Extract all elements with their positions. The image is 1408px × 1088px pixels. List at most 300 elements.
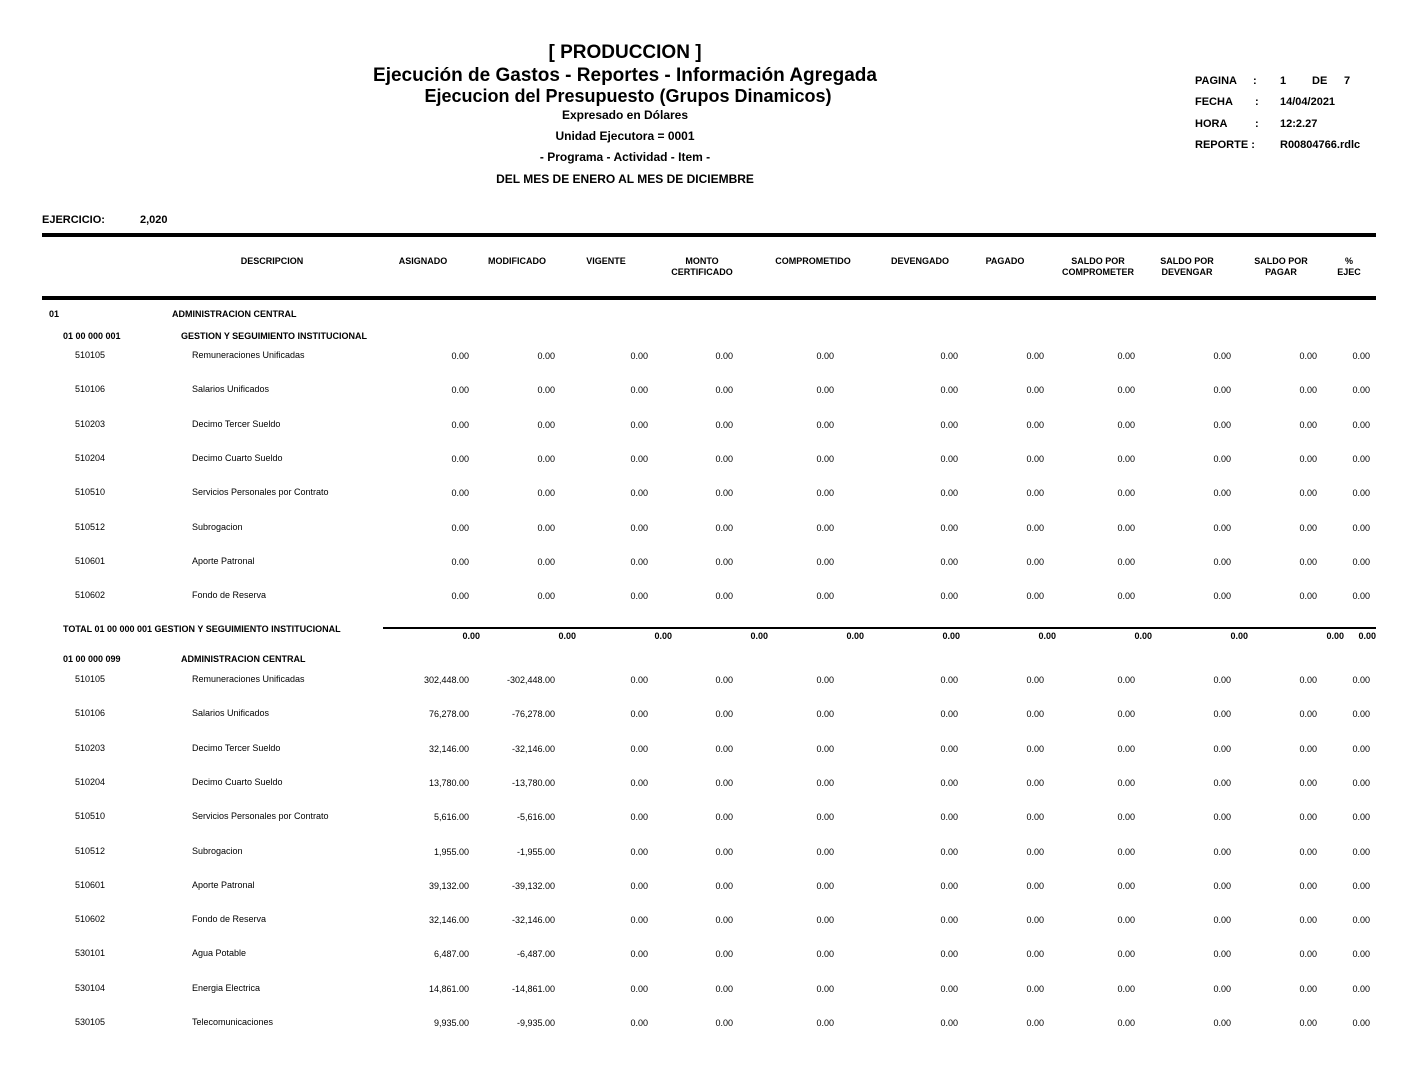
cell-saldo-por-devengar: 0.00 — [1213, 591, 1231, 602]
cell-comprometido: 0.00 — [816, 846, 834, 857]
item-code: 530101 — [75, 948, 106, 959]
cell-devengado: 0.00 — [940, 453, 958, 464]
cell-pagado: 0.00 — [1026, 351, 1044, 361]
cell-modificado: -5,616.00 — [516, 812, 555, 823]
cell-saldo-por-comprometer: 0.00 — [1117, 385, 1135, 396]
col-devengado: DEVENGADO — [890, 256, 950, 266]
reporte-label: REPORTE : — [1195, 139, 1255, 151]
item-code: 510203 — [75, 418, 106, 429]
cell-vigente: 0.00 — [630, 351, 648, 361]
item-description: Aporte Patronal — [192, 555, 255, 566]
cell-monto-certificado: 0.00 — [715, 591, 733, 602]
de-value: 7 — [1344, 75, 1351, 87]
cell-porcentaje-ejec: 0.00 — [1352, 743, 1370, 754]
item-description: Telecomunicaciones — [192, 1017, 274, 1027]
cell-saldo-por-comprometer: 0.00 — [1117, 915, 1135, 926]
header-bottom-rule — [42, 296, 1376, 300]
grouping-label: - Programa - Actividad - Item - — [539, 150, 711, 164]
cell-comprometido: 0.00 — [816, 812, 834, 823]
cell-modificado: -32,146.00 — [511, 743, 555, 754]
pagina-value: 1 — [1280, 75, 1287, 87]
total-pagado: 0.00 — [1038, 631, 1056, 641]
total-vigente: 0.00 — [654, 631, 672, 641]
cell-saldo-por-comprometer: 0.00 — [1117, 709, 1135, 720]
cell-vigente: 0.00 — [630, 880, 648, 891]
cell-comprometido: 0.00 — [816, 488, 834, 499]
col-asignado: ASIGNADO — [398, 256, 448, 266]
cell-pagado: 0.00 — [1026, 591, 1044, 602]
cell-vigente: 0.00 — [630, 522, 648, 533]
cell-comprometido: 0.00 — [816, 591, 834, 602]
cell-monto-certificado: 0.00 — [715, 488, 733, 499]
cell-modificado: -32,146.00 — [511, 915, 555, 926]
item-description: Remuneraciones Unificadas — [192, 350, 305, 360]
cell-saldo-por-devengar: 0.00 — [1213, 351, 1231, 361]
item-code: 510204 — [75, 776, 106, 787]
cell-comprometido: 0.00 — [816, 556, 834, 567]
cell-vigente: 0.00 — [630, 591, 648, 602]
total-modificado: 0.00 — [558, 631, 576, 641]
col-saldo-por-pagar: SALDO POR PAGAR — [1254, 256, 1308, 277]
total-saldo-por-devengar: 0.00 — [1230, 631, 1248, 641]
cell-vigente: 0.00 — [630, 419, 648, 430]
cell-vigente: 0.00 — [630, 675, 648, 685]
cell-modificado: 0.00 — [537, 522, 555, 533]
item-description: Subrogacion — [192, 845, 243, 856]
cell-saldo-por-comprometer: 0.00 — [1117, 419, 1135, 430]
cell-asignado: 39,132.00 — [428, 880, 469, 891]
cell-saldo-por-devengar: 0.00 — [1213, 709, 1231, 720]
col-porcentaje-ejec: % EJEC — [1337, 256, 1361, 277]
cell-comprometido: 0.00 — [816, 351, 834, 361]
cell-porcentaje-ejec: 0.00 — [1352, 915, 1370, 926]
item-description: Decimo Cuarto Sueldo — [192, 452, 283, 463]
currency-note: Expresado en Dólares — [561, 108, 689, 122]
item-code: 510602 — [75, 914, 106, 925]
unidad-ejecutora: Unidad Ejecutora = 0001 — [555, 129, 695, 143]
cell-porcentaje-ejec: 0.00 — [1352, 351, 1370, 361]
cell-porcentaje-ejec: 0.00 — [1352, 846, 1370, 857]
cell-saldo-por-devengar: 0.00 — [1213, 385, 1231, 396]
cell-devengado: 0.00 — [940, 488, 958, 499]
cell-pagado: 0.00 — [1026, 556, 1044, 567]
cell-comprometido: 0.00 — [816, 419, 834, 430]
item-description: Decimo Tercer Sueldo — [192, 418, 281, 429]
cell-saldo-por-devengar: 0.00 — [1213, 453, 1231, 464]
cell-monto-certificado: 0.00 — [715, 419, 733, 430]
total-devengado: 0.00 — [942, 631, 960, 641]
cell-asignado: 0.00 — [451, 556, 469, 567]
cell-porcentaje-ejec: 0.00 — [1352, 522, 1370, 533]
cell-saldo-por-pagar: 0.00 — [1299, 385, 1317, 396]
hora-value: 12:2.27 — [1280, 118, 1318, 130]
cell-saldo-por-devengar: 0.00 — [1213, 812, 1231, 823]
cell-saldo-por-devengar: 0.00 — [1213, 949, 1231, 960]
col-monto-certificado: MONTO CERTIFICADO — [671, 256, 733, 277]
cell-saldo-por-comprometer: 0.00 — [1117, 812, 1135, 823]
cell-vigente: 0.00 — [630, 1018, 648, 1028]
cell-modificado: -6,487.00 — [516, 949, 555, 960]
cell-asignado: 0.00 — [451, 488, 469, 499]
cell-pagado: 0.00 — [1026, 522, 1044, 533]
cell-saldo-por-comprometer: 0.00 — [1117, 777, 1135, 788]
item-description: Servicios Personales por Contrato — [192, 811, 329, 822]
item-description: Decimo Cuarto Sueldo — [192, 776, 283, 787]
cell-comprometido: 0.00 — [816, 983, 834, 994]
item-description: Remuneraciones Unificadas — [192, 674, 305, 684]
cell-modificado: 0.00 — [537, 385, 555, 396]
cell-monto-certificado: 0.00 — [715, 812, 733, 823]
cell-pagado: 0.00 — [1026, 385, 1044, 396]
cell-asignado: 14,861.00 — [428, 983, 469, 994]
colon: : — [1255, 118, 1259, 130]
cell-porcentaje-ejec: 0.00 — [1352, 591, 1370, 602]
cell-monto-certificado: 0.00 — [715, 522, 733, 533]
cell-devengado: 0.00 — [940, 949, 958, 960]
cell-saldo-por-comprometer: 0.00 — [1117, 1018, 1135, 1028]
col-saldo-por-comprometer: SALDO POR COMPROMETER — [1062, 256, 1134, 277]
cell-porcentaje-ejec: 0.00 — [1352, 556, 1370, 567]
cell-vigente: 0.00 — [630, 949, 648, 960]
col-saldo-por-devengar: SALDO POR DEVENGAR — [1160, 256, 1214, 277]
cell-devengado: 0.00 — [940, 709, 958, 720]
cell-modificado: -76,278.00 — [511, 709, 555, 720]
cell-saldo-por-pagar: 0.00 — [1299, 591, 1317, 602]
hora-label: HORA — [1195, 118, 1228, 130]
cell-saldo-por-comprometer: 0.00 — [1117, 556, 1135, 567]
cell-comprometido: 0.00 — [816, 709, 834, 720]
cell-pagado: 0.00 — [1026, 812, 1044, 823]
cell-saldo-por-devengar: 0.00 — [1213, 915, 1231, 926]
cell-pagado: 0.00 — [1026, 709, 1044, 720]
cell-comprometido: 0.00 — [816, 675, 834, 685]
cell-vigente: 0.00 — [630, 915, 648, 926]
report-title: Ejecución de Gastos - Reportes - Información Agregada — [373, 65, 877, 86]
item-code: 510106 — [75, 384, 106, 395]
colon: : — [1253, 75, 1257, 87]
item-code: 510106 — [75, 708, 106, 719]
cell-devengado: 0.00 — [940, 556, 958, 567]
group-name: GESTION Y SEGUIMIENTO INSTITUCIONAL — [181, 331, 368, 341]
cell-saldo-por-comprometer: 0.00 — [1117, 880, 1135, 891]
program-name: ADMINISTRACION CENTRAL — [172, 309, 297, 319]
item-description: Aporte Patronal — [192, 879, 255, 890]
cell-porcentaje-ejec: 0.00 — [1352, 983, 1370, 994]
cell-comprometido: 0.00 — [816, 915, 834, 926]
cell-saldo-por-pagar: 0.00 — [1299, 777, 1317, 788]
cell-devengado: 0.00 — [940, 675, 958, 685]
cell-modificado: 0.00 — [537, 556, 555, 567]
cell-devengado: 0.00 — [940, 419, 958, 430]
environment-label: [ PRODUCCION ] — [548, 42, 702, 63]
cell-porcentaje-ejec: 0.00 — [1352, 949, 1370, 960]
item-description: Servicios Personales por Contrato — [192, 487, 329, 498]
cell-saldo-por-comprometer: 0.00 — [1117, 675, 1135, 685]
cell-porcentaje-ejec: 0.00 — [1352, 419, 1370, 430]
item-code: 510601 — [75, 879, 106, 890]
group-code: 01 00 000 099 — [63, 654, 121, 664]
item-code: 510105 — [75, 350, 106, 360]
cell-saldo-por-pagar: 0.00 — [1299, 743, 1317, 754]
cell-porcentaje-ejec: 0.00 — [1352, 777, 1370, 788]
cell-monto-certificado: 0.00 — [715, 709, 733, 720]
total-rule — [383, 627, 1376, 629]
cell-modificado: -39,132.00 — [511, 880, 555, 891]
item-description: Salarios Unificados — [192, 384, 270, 395]
cell-asignado: 6,487.00 — [433, 949, 469, 960]
item-code: 530104 — [75, 982, 106, 993]
cell-pagado: 0.00 — [1026, 743, 1044, 754]
cell-devengado: 0.00 — [940, 385, 958, 396]
cell-devengado: 0.00 — [940, 846, 958, 857]
cell-comprometido: 0.00 — [816, 949, 834, 960]
ejercicio-label: EJERCICIO: — [42, 214, 105, 226]
cell-asignado: 76,278.00 — [428, 709, 469, 720]
cell-modificado: -14,861.00 — [511, 983, 555, 994]
cell-devengado: 0.00 — [940, 983, 958, 994]
cell-devengado: 0.00 — [940, 591, 958, 602]
item-description: Salarios Unificados — [192, 708, 270, 719]
cell-saldo-por-comprometer: 0.00 — [1117, 983, 1135, 994]
cell-monto-certificado: 0.00 — [715, 1018, 733, 1028]
item-code: 530105 — [75, 1017, 106, 1027]
item-description: Subrogacion — [192, 521, 243, 532]
item-code: 510510 — [75, 487, 106, 498]
cell-monto-certificado: 0.00 — [715, 675, 733, 685]
item-description: Fondo de Reserva — [192, 914, 267, 925]
cell-saldo-por-comprometer: 0.00 — [1117, 846, 1135, 857]
cell-asignado: 0.00 — [451, 453, 469, 464]
cell-monto-certificado: 0.00 — [715, 949, 733, 960]
cell-asignado: 5,616.00 — [433, 812, 469, 823]
cell-saldo-por-pagar: 0.00 — [1299, 1018, 1317, 1028]
cell-devengado: 0.00 — [940, 351, 958, 361]
cell-saldo-por-pagar: 0.00 — [1299, 522, 1317, 533]
cell-modificado: -1,955.00 — [516, 846, 555, 857]
cell-saldo-por-pagar: 0.00 — [1299, 675, 1317, 685]
cell-monto-certificado: 0.00 — [715, 385, 733, 396]
group-code: 01 00 000 001 — [63, 331, 121, 341]
cell-vigente: 0.00 — [630, 453, 648, 464]
total-comprometido: 0.00 — [846, 631, 864, 641]
cell-saldo-por-comprometer: 0.00 — [1117, 488, 1135, 499]
cell-saldo-por-devengar: 0.00 — [1213, 488, 1231, 499]
cell-comprometido: 0.00 — [816, 743, 834, 754]
cell-saldo-por-devengar: 0.00 — [1213, 522, 1231, 533]
item-code: 510510 — [75, 811, 106, 822]
de-label: DE — [1312, 75, 1328, 87]
cell-devengado: 0.00 — [940, 743, 958, 754]
cell-modificado: 0.00 — [537, 351, 555, 361]
col-pagado: PAGADO — [985, 256, 1025, 266]
col-comprometido: COMPROMETIDO — [775, 256, 851, 266]
cell-vigente: 0.00 — [630, 812, 648, 823]
item-description: Decimo Tercer Sueldo — [192, 742, 281, 753]
cell-saldo-por-pagar: 0.00 — [1299, 488, 1317, 499]
total-saldo-por-pagar: 0.00 — [1326, 631, 1344, 641]
cell-devengado: 0.00 — [940, 915, 958, 926]
item-code: 510203 — [75, 742, 106, 753]
cell-devengado: 0.00 — [940, 777, 958, 788]
cell-saldo-por-pagar: 0.00 — [1299, 419, 1317, 430]
item-description: Energia Electrica — [192, 982, 261, 993]
cell-devengado: 0.00 — [940, 1018, 958, 1028]
fecha-value: 14/04/2021 — [1280, 96, 1336, 108]
cell-asignado: 0.00 — [451, 385, 469, 396]
cell-pagado: 0.00 — [1026, 983, 1044, 994]
total-asignado: 0.00 — [462, 631, 480, 641]
cell-asignado: 0.00 — [451, 419, 469, 430]
cell-saldo-por-pagar: 0.00 — [1299, 556, 1317, 567]
cell-pagado: 0.00 — [1026, 949, 1044, 960]
cell-modificado: 0.00 — [537, 488, 555, 499]
cell-saldo-por-comprometer: 0.00 — [1117, 453, 1135, 464]
cell-modificado: 0.00 — [537, 419, 555, 430]
cell-vigente: 0.00 — [630, 385, 648, 396]
cell-modificado: -302,448.00 — [506, 675, 555, 685]
cell-saldo-por-pagar: 0.00 — [1299, 949, 1317, 960]
total-monto-certificado: 0.00 — [750, 631, 768, 641]
cell-pagado: 0.00 — [1026, 880, 1044, 891]
col-modificado: MODIFICADO — [488, 256, 546, 266]
ejercicio-value: 2,020 — [140, 214, 168, 226]
cell-asignado: 0.00 — [451, 591, 469, 602]
total-saldo-por-comprometer: 0.00 — [1134, 631, 1152, 641]
cell-saldo-por-pagar: 0.00 — [1299, 915, 1317, 926]
cell-vigente: 0.00 — [630, 983, 648, 994]
pagina-label: PAGINA — [1195, 75, 1237, 87]
cell-asignado: 32,146.00 — [428, 915, 469, 926]
cell-asignado: 13,780.00 — [428, 777, 469, 788]
cell-pagado: 0.00 — [1026, 777, 1044, 788]
program-code: 01 — [49, 309, 60, 319]
cell-modificado: -13,780.00 — [511, 777, 555, 788]
cell-saldo-por-comprometer: 0.00 — [1117, 522, 1135, 533]
cell-porcentaje-ejec: 0.00 — [1352, 812, 1370, 823]
cell-modificado: 0.00 — [537, 453, 555, 464]
cell-saldo-por-pagar: 0.00 — [1299, 983, 1317, 994]
cell-porcentaje-ejec: 0.00 — [1352, 709, 1370, 720]
cell-pagado: 0.00 — [1026, 675, 1044, 685]
cell-porcentaje-ejec: 0.00 — [1352, 385, 1370, 396]
cell-monto-certificado: 0.00 — [715, 983, 733, 994]
cell-vigente: 0.00 — [630, 743, 648, 754]
cell-porcentaje-ejec: 0.00 — [1352, 1018, 1370, 1028]
cell-vigente: 0.00 — [630, 846, 648, 857]
cell-modificado: 0.00 — [537, 591, 555, 602]
cell-saldo-por-pagar: 0.00 — [1299, 812, 1317, 823]
cell-saldo-por-devengar: 0.00 — [1213, 743, 1231, 754]
cell-saldo-por-pagar: 0.00 — [1299, 846, 1317, 857]
cell-asignado: 32,146.00 — [428, 743, 469, 754]
cell-saldo-por-comprometer: 0.00 — [1117, 949, 1135, 960]
cell-devengado: 0.00 — [940, 880, 958, 891]
cell-vigente: 0.00 — [630, 709, 648, 720]
cell-porcentaje-ejec: 0.00 — [1352, 880, 1370, 891]
cell-vigente: 0.00 — [630, 777, 648, 788]
item-code: 510105 — [75, 674, 106, 684]
cell-vigente: 0.00 — [630, 488, 648, 499]
item-description: Fondo de Reserva — [192, 590, 267, 601]
period-label: DEL MES DE ENERO AL MES DE DICIEMBRE — [496, 172, 754, 186]
cell-vigente: 0.00 — [630, 556, 648, 567]
cell-comprometido: 0.00 — [816, 777, 834, 788]
item-code: 510204 — [75, 452, 106, 463]
group-name: ADMINISTRACION CENTRAL — [181, 654, 306, 664]
cell-comprometido: 0.00 — [816, 522, 834, 533]
total-porcentaje-ejec: 0.00 — [1358, 631, 1376, 641]
cell-saldo-por-pagar: 0.00 — [1299, 709, 1317, 720]
item-description: Agua Potable — [192, 948, 247, 959]
cell-monto-certificado: 0.00 — [715, 351, 733, 361]
cell-saldo-por-devengar: 0.00 — [1213, 556, 1231, 567]
cell-saldo-por-devengar: 0.00 — [1213, 846, 1231, 857]
fecha-label: FECHA — [1195, 96, 1233, 108]
cell-saldo-por-devengar: 0.00 — [1213, 1018, 1231, 1028]
cell-devengado: 0.00 — [940, 812, 958, 823]
cell-porcentaje-ejec: 0.00 — [1352, 675, 1370, 685]
cell-monto-certificado: 0.00 — [715, 846, 733, 857]
cell-saldo-por-devengar: 0.00 — [1213, 419, 1231, 430]
cell-saldo-por-pagar: 0.00 — [1299, 351, 1317, 361]
cell-comprometido: 0.00 — [816, 453, 834, 464]
cell-monto-certificado: 0.00 — [715, 915, 733, 926]
cell-saldo-por-comprometer: 0.00 — [1117, 743, 1135, 754]
cell-comprometido: 0.00 — [816, 385, 834, 396]
total-label: TOTAL 01 00 000 001 GESTION Y SEGUIMIENTO INSTITUCIONAL — [63, 624, 341, 634]
item-code: 510601 — [75, 555, 106, 566]
cell-pagado: 0.00 — [1026, 488, 1044, 499]
item-code: 510602 — [75, 590, 106, 601]
cell-asignado: 0.00 — [451, 522, 469, 533]
report-subtitle: Ejecucion del Presupuesto (Grupos Dinamicos) — [424, 86, 832, 106]
cell-saldo-por-devengar: 0.00 — [1213, 983, 1231, 994]
item-code: 510512 — [75, 845, 106, 856]
colon: : — [1255, 96, 1259, 108]
cell-saldo-por-comprometer: 0.00 — [1117, 351, 1135, 361]
cell-monto-certificado: 0.00 — [715, 453, 733, 464]
reporte-value: R00804766.rdlc — [1280, 139, 1361, 151]
cell-asignado: 302,448.00 — [423, 675, 469, 685]
cell-pagado: 0.00 — [1026, 846, 1044, 857]
col-vigente: VIGENTE — [586, 256, 626, 266]
cell-saldo-por-pagar: 0.00 — [1299, 880, 1317, 891]
cell-devengado: 0.00 — [940, 522, 958, 533]
cell-monto-certificado: 0.00 — [715, 777, 733, 788]
cell-saldo-por-devengar: 0.00 — [1213, 880, 1231, 891]
col-descripcion: DESCRIPCION — [240, 256, 304, 266]
cell-asignado: 0.00 — [451, 351, 469, 361]
cell-monto-certificado: 0.00 — [715, 743, 733, 754]
cell-saldo-por-comprometer: 0.00 — [1117, 591, 1135, 602]
header-top-rule — [42, 233, 1376, 237]
cell-asignado: 1,955.00 — [433, 846, 469, 857]
cell-comprometido: 0.00 — [816, 1018, 834, 1028]
cell-modificado: -9,935.00 — [516, 1018, 555, 1028]
cell-porcentaje-ejec: 0.00 — [1352, 453, 1370, 464]
cell-saldo-por-devengar: 0.00 — [1213, 777, 1231, 788]
cell-pagado: 0.00 — [1026, 915, 1044, 926]
cell-asignado: 9,935.00 — [433, 1018, 469, 1028]
cell-saldo-por-devengar: 0.00 — [1213, 675, 1231, 685]
cell-monto-certificado: 0.00 — [715, 556, 733, 567]
item-code: 510512 — [75, 521, 106, 532]
cell-monto-certificado: 0.00 — [715, 880, 733, 891]
cell-porcentaje-ejec: 0.00 — [1352, 488, 1370, 499]
cell-pagado: 0.00 — [1026, 1018, 1044, 1028]
cell-comprometido: 0.00 — [816, 880, 834, 891]
cell-saldo-por-pagar: 0.00 — [1299, 453, 1317, 464]
